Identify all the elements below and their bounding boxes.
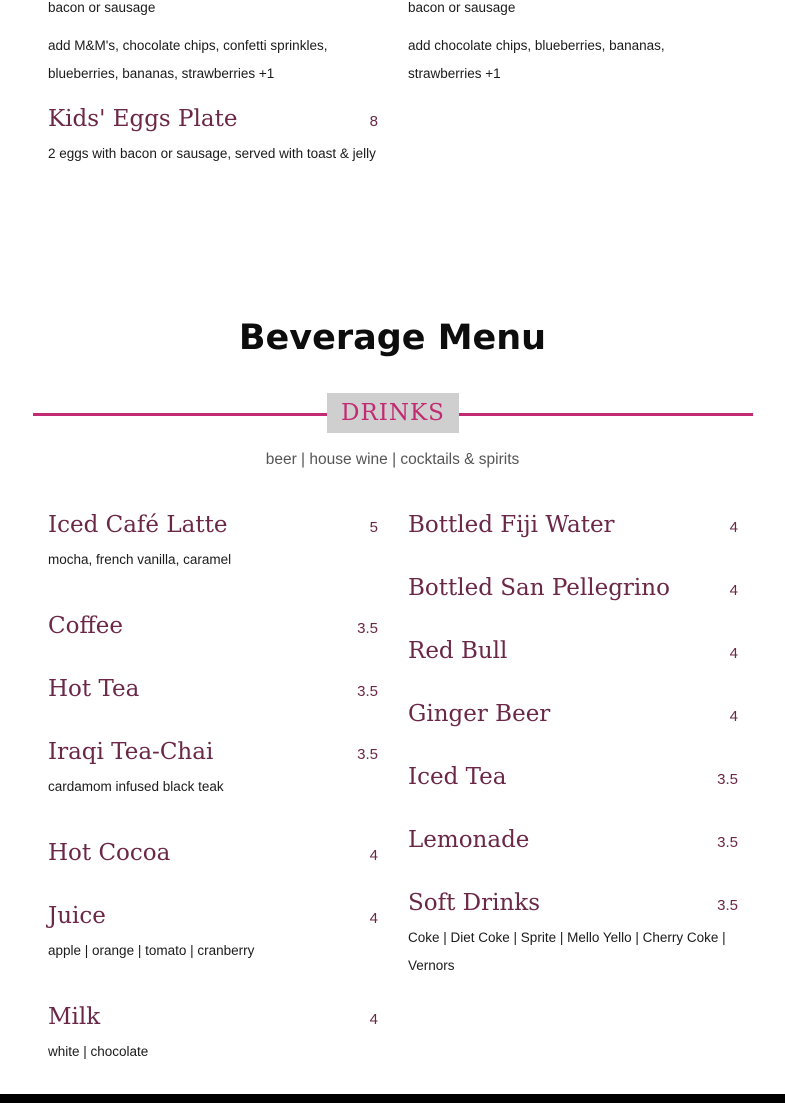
item-addons: add M&M's, chocolate chips, confetti sprinkles, blueberries, bananas, strawberries +1 xyxy=(48,38,328,81)
item-name: Hot Cocoa xyxy=(48,840,171,866)
item-price: 3.5 xyxy=(717,834,738,851)
section-title: Beverage Menu xyxy=(238,318,547,358)
item-price: 4 xyxy=(729,708,738,725)
menu-item xyxy=(408,638,738,664)
item-name: Hot Tea xyxy=(48,676,140,702)
item-description: 2 eggs with bacon or sausage, served with toast & jelly xyxy=(48,146,376,161)
menu-item xyxy=(408,575,738,601)
breakfast-right-column xyxy=(408,0,738,88)
item-price: 4 xyxy=(369,847,378,864)
item-description: bacon or sausage xyxy=(48,0,156,15)
item-name: Lemonade xyxy=(408,827,530,853)
menu-item xyxy=(48,903,378,965)
item-name: Bottled Fiji Water xyxy=(408,512,615,538)
item-description: bacon or sausage xyxy=(408,0,516,15)
menu-item xyxy=(48,1004,378,1066)
item-price: 3.5 xyxy=(357,683,378,700)
item-name: Milk xyxy=(48,1004,101,1030)
menu-item xyxy=(408,890,738,980)
menu-item xyxy=(408,827,738,853)
item-price: 4 xyxy=(729,582,738,599)
item-description: apple | orange | tomato | cranberry xyxy=(48,943,255,958)
item-price: 4 xyxy=(729,519,738,536)
item-description: Coke | Diet Coke | Sprite | Mello Yello | Cherry Coke | Vernors xyxy=(408,930,726,973)
item-price: 8 xyxy=(369,113,378,130)
breakfast-left-column xyxy=(48,0,378,168)
item-name: Ginger Beer xyxy=(408,701,551,727)
item-price: 3.5 xyxy=(717,897,738,914)
menu-item xyxy=(408,512,738,538)
item-addons: add chocolate chips, blueberries, bananas, strawberries +1 xyxy=(408,38,665,81)
item-price: 4 xyxy=(369,1011,378,1028)
item-price: 3.5 xyxy=(357,746,378,763)
item-description: cardamom infused black teak xyxy=(48,779,224,794)
item-name: Red Bull xyxy=(408,638,508,664)
item-price: 4 xyxy=(729,645,738,662)
item-price: 3.5 xyxy=(357,620,378,637)
item-name: Iced Café Latte xyxy=(48,512,228,538)
item-name: Kids' Eggs Plate xyxy=(48,106,238,132)
item-description: white | chocolate xyxy=(48,1044,149,1059)
menu-item xyxy=(48,676,378,702)
category-subtitle: beer | house wine | cocktails & spirits xyxy=(265,451,520,468)
item-name: Coffee xyxy=(48,613,124,639)
menu-item xyxy=(48,512,378,574)
item-price: 3.5 xyxy=(717,771,738,788)
item-name: Bottled San Pellegrino xyxy=(408,575,670,601)
item-price: 4 xyxy=(369,910,378,927)
item-price: 5 xyxy=(369,519,378,536)
item-name: Iraqi Tea-Chai xyxy=(48,739,214,765)
category-badge: DRINKS xyxy=(327,393,459,433)
menu-item xyxy=(408,701,738,727)
menu-item xyxy=(48,613,378,639)
item-name: Soft Drinks xyxy=(408,890,541,916)
bottom-bar xyxy=(0,1094,785,1103)
menu-item xyxy=(408,764,738,790)
menu-item xyxy=(48,840,378,866)
item-name: Juice xyxy=(48,903,106,929)
menu-item xyxy=(48,739,378,801)
item-description: mocha, french vanilla, caramel xyxy=(48,552,232,567)
menu-item xyxy=(48,106,378,168)
item-name: Iced Tea xyxy=(408,764,507,790)
